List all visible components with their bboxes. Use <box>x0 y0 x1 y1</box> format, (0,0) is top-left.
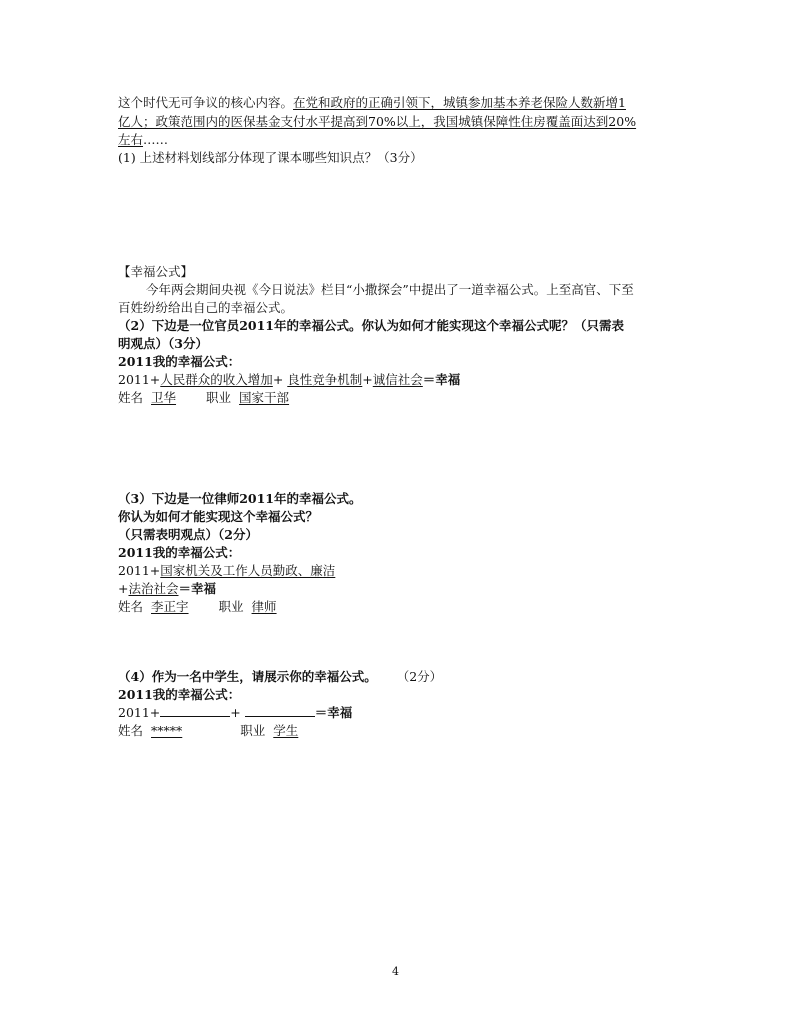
section-para-line-1: 今年两会期间央视《今日说法》栏目“小撒探会”中提出了一道幸福公式。上至高官、下至 <box>146 282 634 297</box>
formula-plus: + <box>230 705 245 720</box>
question-4-formula-title: 2011我的幸福公式： <box>118 687 241 702</box>
intro-underlined-text: 在党和政府的正确引领下，城镇参加基本养老保险人数新增1 <box>293 95 626 110</box>
question-2-formula <box>118 371 460 389</box>
question-4-text: （4）作为一名中学生，请展示你的幸福公式。 <box>118 669 377 684</box>
formula-plus: + <box>118 581 129 596</box>
answer-blank-1[interactable] <box>160 704 230 717</box>
section-para-line-2: 百姓纷纷给出自己的幸福公式。 <box>118 300 294 315</box>
job-value: 国家干部 <box>239 390 290 405</box>
job-label: 职业 <box>206 390 232 405</box>
job-label: 职业 <box>240 723 266 738</box>
formula-prefix: 2011+ <box>118 372 161 387</box>
question-4-signature <box>118 722 298 740</box>
intro-underlined-text: 左右 <box>118 132 144 147</box>
question-4-score: （2分） <box>396 669 443 684</box>
question-3-line-2: 你认为如何才能实现这个幸福公式？ <box>118 509 319 524</box>
page-number: 4 <box>392 965 399 978</box>
name-value: 李正宇 <box>151 599 189 614</box>
question-3-line-3: （只需表明观点）（2分） <box>118 527 258 542</box>
formula-result: ＝幸福 <box>178 581 217 596</box>
question-4-formula <box>118 704 352 722</box>
question-3-formula-title: 2011我的幸福公式： <box>118 545 241 560</box>
formula-plus: + <box>362 372 373 387</box>
question-4-line-1 <box>118 668 442 686</box>
name-label: 姓名 <box>118 723 144 738</box>
question-3-formula-b <box>118 580 216 598</box>
formula-term: 诚信社会 <box>372 372 423 387</box>
question-1: (1) 上述材料划线部分体现了课本哪些知识点？（3分） <box>118 150 423 165</box>
formula-term: 良性竞争机制 <box>287 372 363 387</box>
name-value: ***** <box>151 723 183 738</box>
section-heading: 【幸福公式】 <box>118 264 194 279</box>
name-value: 卫华 <box>151 390 177 405</box>
question-3-line-1: （3）下边是一位律师2011年的幸福公式。 <box>118 491 362 506</box>
job-label: 职业 <box>218 599 244 614</box>
name-label: 姓名 <box>118 390 144 405</box>
intro-underlined-text: 亿人；政策范围内的医保基金支付水平提高到70%以上，我国城镇保障性住房覆盖面达到20% <box>118 114 637 129</box>
question-2-formula-title: 2011我的幸福公式： <box>118 354 241 369</box>
ellipsis: …… <box>143 132 169 147</box>
formula-prefix: 2011+ <box>118 563 161 578</box>
question-3-signature <box>118 598 277 616</box>
intro-line-1 <box>118 94 626 112</box>
question-2-signature <box>118 389 289 407</box>
formula-term: 人民群众的收入增加 <box>160 372 273 387</box>
formula-result: ＝幸福 <box>422 372 461 387</box>
job-value: 学生 <box>273 723 299 738</box>
job-value: 律师 <box>251 599 277 614</box>
question-2-line-1: （2）下边是一位官员2011年的幸福公式。你认为如何才能实现这个幸福公式呢？（只需表 <box>118 318 624 333</box>
name-label: 姓名 <box>118 599 144 614</box>
answer-blank-2[interactable] <box>245 704 315 717</box>
formula-term: 法治社会 <box>128 581 179 596</box>
intro-text: 这个时代无可争议的核心内容。 <box>118 95 294 110</box>
intro-line-3 <box>118 131 168 149</box>
formula-term: 国家机关及工作人员勤政、廉洁 <box>160 563 336 578</box>
formula-result: ＝幸福 <box>314 705 353 720</box>
formula-plus: + <box>272 372 288 387</box>
question-2-line-2: 明观点）（3分） <box>118 336 208 351</box>
intro-line-2 <box>118 113 636 131</box>
question-3-formula-a <box>118 562 335 580</box>
formula-prefix: 2011+ <box>118 705 161 720</box>
